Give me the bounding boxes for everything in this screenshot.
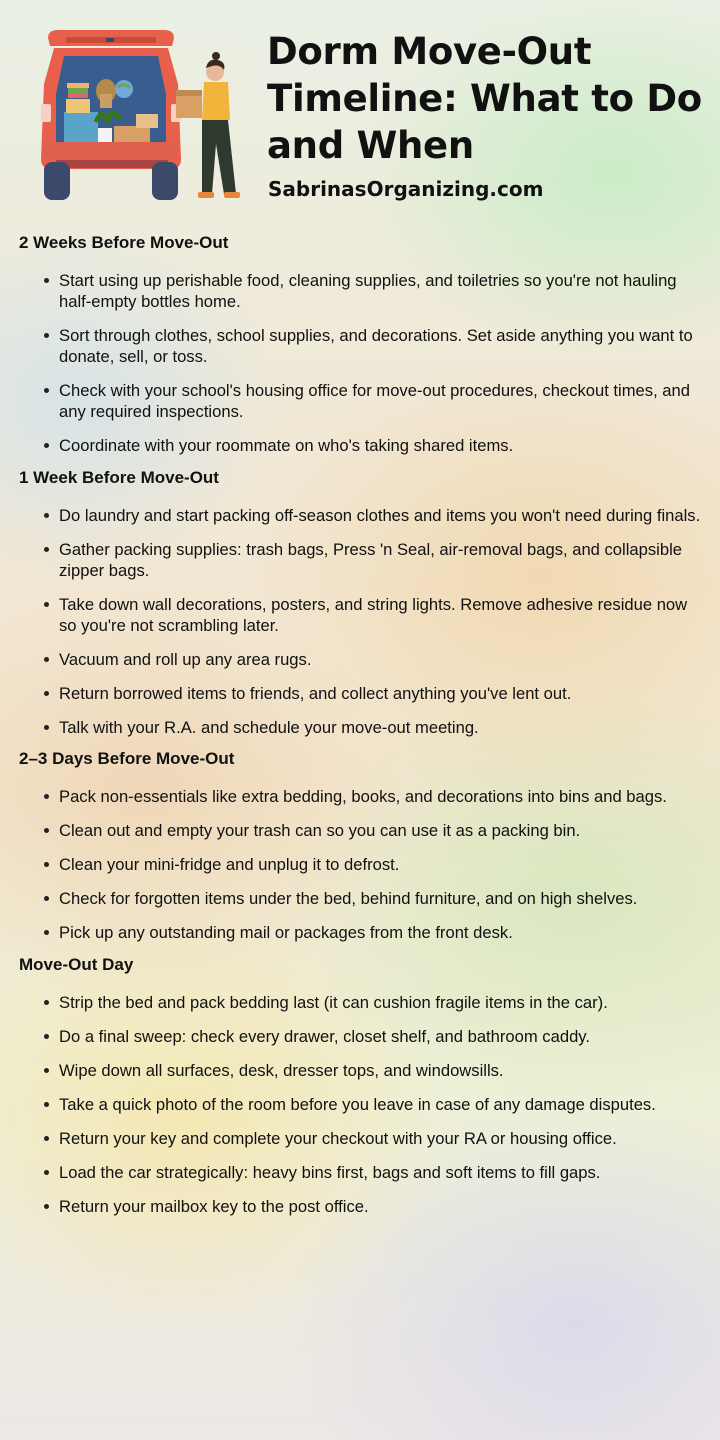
checklist [0,505,720,738]
list-item: Pick up any outstanding mail or packages from the front desk. [0,922,720,943]
list-item: Coordinate with your roommate on who's taking shared items. [0,435,720,456]
list-item: Vacuum and roll up any area rugs. [0,649,720,670]
list-item: Return borrowed items to friends, and collect anything you've lent out. [0,683,720,704]
list-item: Do laundry and start packing off-season clothes and items you won't need during finals. [0,505,720,526]
section-title: 2–3 Days Before Move-Out [19,749,235,768]
page-title: Dorm Move-Out Timeline: What to Do and When [267,30,702,167]
list-item: Take a quick photo of the room before you leave in case of any damage disputes. [0,1094,720,1115]
list-item: Check for forgotten items under the bed, behind furniture, and on high shelves. [0,888,720,909]
list-item: Strip the bed and pack bedding last (it can cushion fragile items in the car). [0,992,720,1013]
section-title: Move-Out Day [19,954,134,974]
section-1-week [0,464,720,738]
list-item: Talk with your R.A. and schedule your move-out meeting. [0,717,720,738]
list-item: Pack non-essentials like extra bedding, books, and decorations into bins and bags. [0,786,720,807]
section-title: 2 Weeks Before Move-Out [19,233,229,252]
list-item: Wipe down all surfaces, desk, dresser tops, and windowsills. [0,1060,720,1081]
checklist [0,786,720,943]
section-move-out-day [0,951,720,1217]
list-item: Return your mailbox key to the post office. [0,1196,720,1217]
list-item: Clean out and empty your trash can so you can use it as a packing bin. [0,820,720,841]
list-item: Do a final sweep: check every drawer, closet shelf, and bathroom caddy. [0,1026,720,1047]
list-item: Load the car strategically: heavy bins first, bags and soft items to fill gaps. [0,1162,720,1183]
section-2-3-days [0,745,720,943]
list-item: Check with your school's housing office for move-out procedures, checkout times, and any required inspections. [0,380,720,422]
list-item: Start using up perishable food, cleaning supplies, and toiletries so you're not hauling half-empty bottles home. [0,270,720,312]
checklist [0,992,720,1217]
list-item: Return your key and complete your checkout with your RA or housing office. [0,1128,720,1149]
site-name: SabrinasOrganizing.com [268,177,544,201]
section-title: 1 Week Before Move-Out [19,467,219,487]
section-2-weeks [0,229,720,456]
header [0,0,720,225]
list-item: Take down wall decorations, posters, and string lights. Remove adhesive residue now so you're not scrambling later. [0,594,720,636]
checklist [0,270,720,456]
timeline-content [0,229,720,1224]
list-item: Clean your mini-fridge and unplug it to defrost. [0,854,720,875]
car-trunk-illustration-icon [36,24,248,209]
list-item: Sort through clothes, school supplies, and decorations. Set aside anything you want to donate, sell, or toss. [0,325,720,367]
list-item: Gather packing supplies: trash bags, Press 'n Seal, air-removal bags, and collapsible zipper bags. [0,539,720,581]
